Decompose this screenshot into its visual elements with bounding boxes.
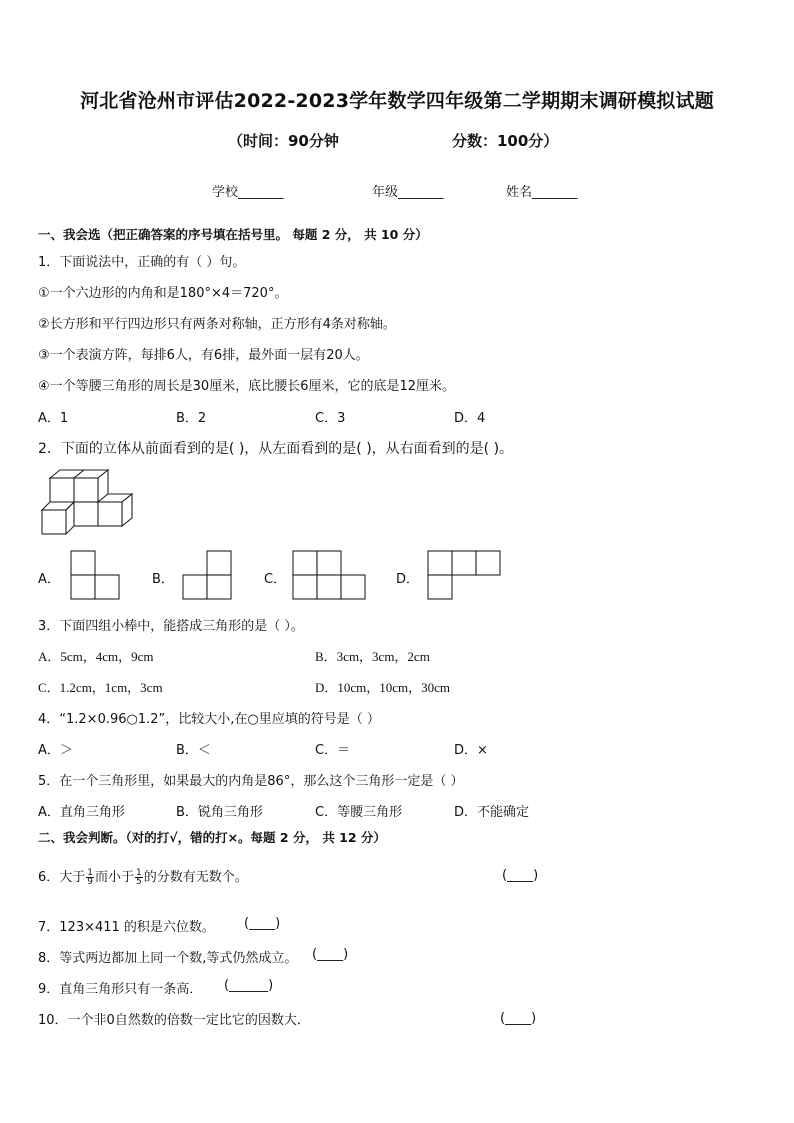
q1-statement-1: ①一个六边形的内角和是180°×4＝720°。 — [38, 286, 288, 301]
q2-option-c[interactable]: C． — [264, 572, 287, 587]
exam-score: 分数：100分） — [452, 132, 559, 150]
q1-stem: 1．下面说法中，正确的有（ ）句。 — [38, 255, 246, 270]
q9-text: 9．直角三角形只有一条高． — [38, 982, 203, 997]
section1-heading: 一、我会选（把正确答案的序号填在括号里。 每题 2 分， 共 10 分） — [38, 227, 428, 242]
q5-option-d[interactable]: D．不能确定 — [454, 805, 530, 820]
section2-heading: 二、我会判断。（对的打√，错的打×。每题 2 分， 共 12 分） — [38, 830, 386, 845]
fraction-one-ninth: $\frac{1}{9}$ — [87, 868, 94, 887]
q8-text: 8．等式两边都加上同一个数,等式仍然成立。 — [38, 951, 298, 966]
q4-option-d[interactable]: D．× — [454, 743, 488, 758]
page-title: 河北省沧州市评估2022-2023学年数学四年级第二学期期末调研模拟试题 — [80, 90, 714, 112]
q5-option-a[interactable]: A．直角三角形 — [38, 805, 125, 820]
q1-statement-2: ②长方形和平行四边形只有两条对称轴，正方形有4条对称轴。 — [38, 317, 396, 332]
q2-stem: 2．下面的立体从前面看到的是( )，从左面看到的是( )，从右面看到的是( )。 — [38, 441, 514, 457]
q3-option-b[interactable]: B．3cm，3cm，2cm — [315, 649, 430, 664]
q3-option-c[interactable]: C．1.2cm，1cm，3cm — [38, 680, 163, 695]
q2-option-d[interactable]: D． — [396, 572, 420, 587]
q4-option-b[interactable]: B．＜ — [176, 743, 211, 758]
q1-option-d[interactable]: D．4 — [454, 411, 486, 426]
q6-mid: 而小于 — [95, 870, 135, 885]
q2-option-c-view — [292, 550, 366, 600]
q7-text: 7．123×411 的积是六位数。 — [38, 920, 215, 935]
fraction-one-fifth: $\frac{1}{5}$ — [136, 868, 142, 887]
q9-answer-blank[interactable]: (______) — [224, 978, 274, 993]
q10-text: 10．一个非0自然数的倍数一定比它的因数大． — [38, 1013, 310, 1028]
cube-solid-figure — [40, 468, 135, 536]
grade-field[interactable]: 年级_______ — [372, 185, 444, 200]
q3-option-d[interactable]: D．10cm，10cm，30cm — [315, 680, 451, 695]
q1-statement-3: ③一个表演方阵，每排6人，有6排，最外面一层有20人。 — [38, 348, 369, 363]
q2-option-b[interactable]: B． — [152, 572, 174, 587]
q5-option-c[interactable]: C．等腰三角形 — [315, 805, 403, 820]
q1-option-a[interactable]: A．1 — [38, 411, 69, 426]
q10-answer-blank[interactable]: (____) — [500, 1011, 537, 1026]
q6-post: 的分数有无数个。 — [143, 870, 248, 885]
q1-option-c[interactable]: C．3 — [315, 411, 346, 426]
exam-time: （时间：90分钟 — [228, 132, 339, 150]
q2-option-a[interactable]: A． — [38, 572, 60, 587]
q2-option-a-view — [70, 550, 120, 600]
school-field[interactable]: 学校_______ — [212, 185, 284, 200]
q8-answer-blank[interactable]: (____) — [312, 947, 349, 962]
q4-stem: 4．“1.2×0.96○1.2”，比较大小,在○里应填的符号是（ ） — [38, 712, 380, 727]
q6-pre: 6．大于 — [38, 870, 86, 885]
q6-answer-blank[interactable]: (____) — [502, 868, 539, 883]
q5-option-b[interactable]: B．锐角三角形 — [176, 805, 263, 820]
q3-stem: 3．下面四组小棒中，能搭成三角形的是（ ）。 — [38, 619, 304, 634]
q6-text — [38, 866, 248, 886]
q4-option-c[interactable]: C．＝ — [315, 743, 351, 758]
q1-statement-4: ④一个等腰三角形的周长是30厘米，底比腰长6厘米，它的底是12厘米。 — [38, 379, 456, 394]
q7-answer-blank[interactable]: (____) — [244, 916, 281, 931]
q2-option-d-view — [427, 550, 501, 600]
q1-option-b[interactable]: B．2 — [176, 411, 207, 426]
q2-option-b-view — [182, 550, 232, 600]
name-field[interactable]: 姓名_______ — [506, 185, 578, 200]
q4-option-a[interactable]: A．＞ — [38, 743, 73, 758]
q3-option-a[interactable]: A．5cm，4cm，9cm — [38, 649, 154, 664]
q5-stem: 5．在一个三角形里，如果最大的内角是86°，那么这个三角形一定是（ ） — [38, 774, 464, 789]
